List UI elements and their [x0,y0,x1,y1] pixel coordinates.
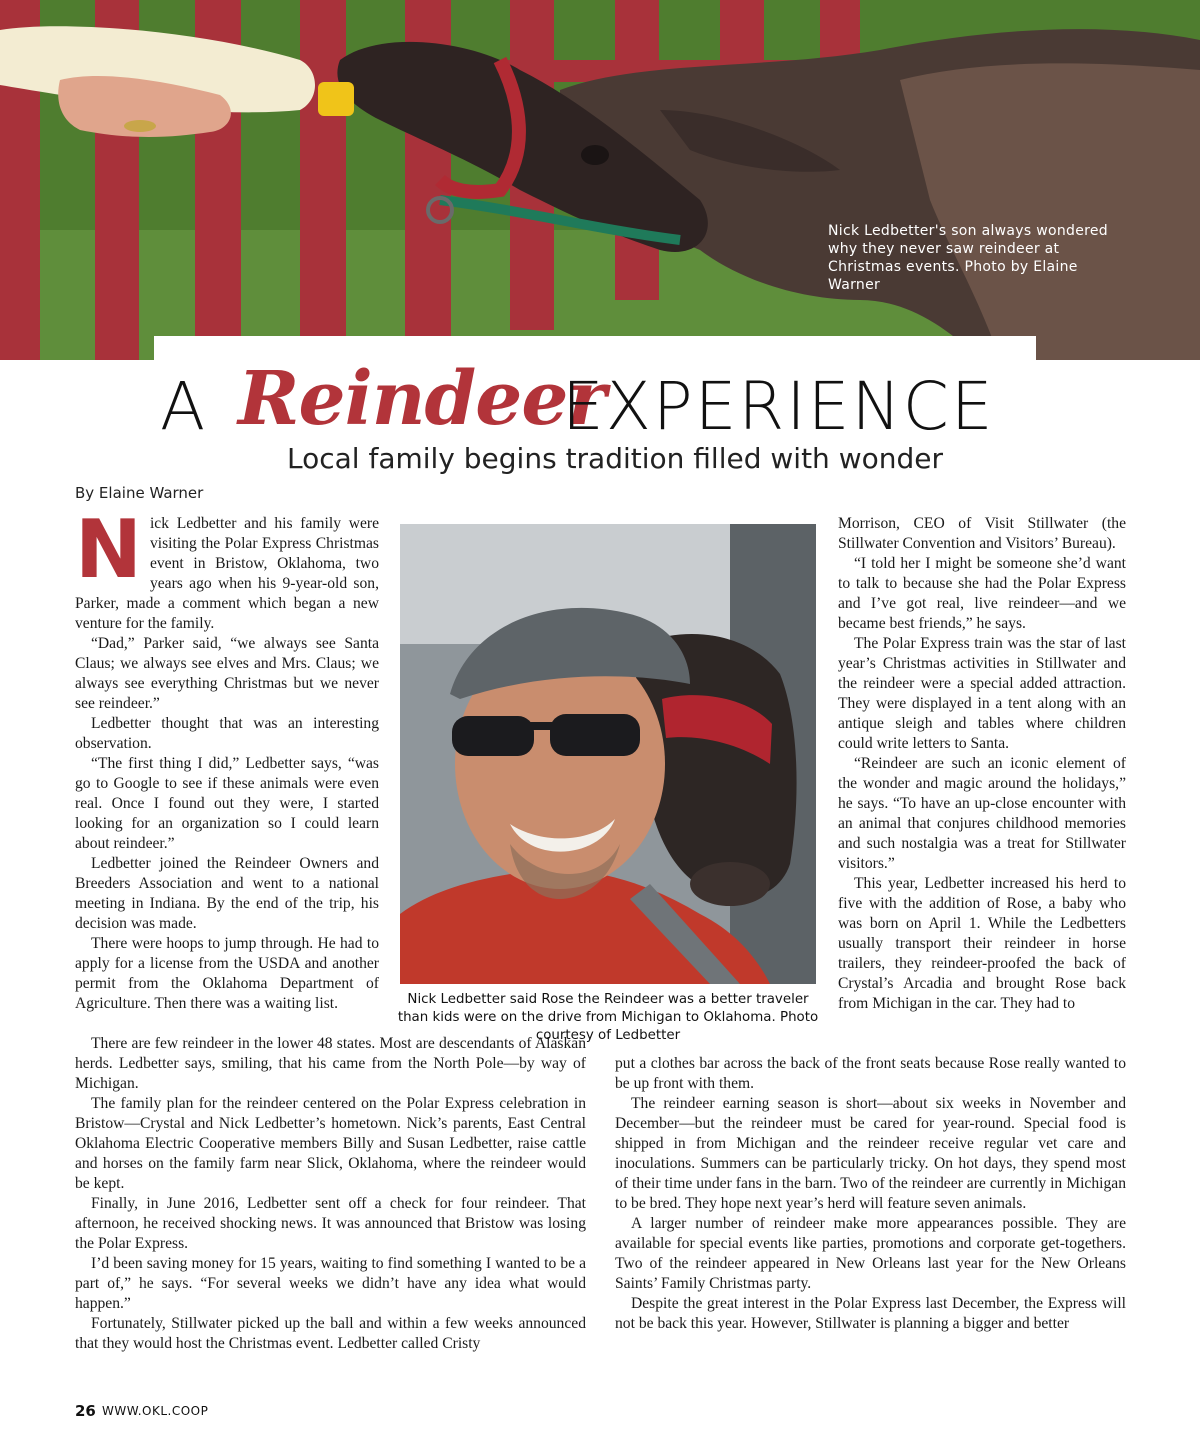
website-link[interactable]: WWW.OKL.COOP [102,1404,209,1418]
article-paragraph: Fortunately, Stillwater picked up the ball and within a few weeks announced that they would host the Christmas event. Ledbetter called Cristy [75,1315,586,1352]
headline-script-word: Reindeer [238,356,606,442]
article-paragraph: “The first thing I did,” Ledbetter says, “was go to Google to see if these animals were even real. Once I found out they were, I started looking for an organization so I could learn about reindeer.” [75,755,379,852]
ledbetter-photo [400,524,816,984]
article-paragraph: Despite the great interest in the Polar Express last December, the Express will not be back this year. However, Stillwater is planning a bigger and better [615,1295,1126,1332]
article-column-right-lower [615,1054,1126,1334]
article-paragraph: Finally, in June 2016, Ledbetter sent off a check for four reindeer. That afternoon, he received shocking news. It was announced that Bristow was losing the Polar Express. [75,1195,586,1252]
article-column-right [838,514,1126,1014]
photo-caption: Nick Ledbetter said Rose the Reindeer was a better traveler than kids were on the drive from Michigan to Oklahoma. Photo courtesy of Ledbetter [397,992,819,1043]
photo-illustration [400,524,816,984]
article-paragraph: “Reindeer are such an iconic element of the wonder and magic around the holidays,” he says. “To have an up-close encounter with an animal that conjures childhood memories and such nostalgia was a treat for Stillwater visitors.” [838,755,1126,872]
headline-suffix: EXPERIENCE [562,368,995,445]
article-column-left [75,503,379,1014]
article-paragraph: This year, Ledbetter increased his herd to five with the addition of Rose, a baby who was born on April 1. While the Ledbetters usually transport their reindeer in horse trailers, they reindeer-proofed the back of Crystal’s Arcadia and brought Rose back from Michigan in the car. They had to [838,875,1126,1012]
article-paragraph: The reindeer earning season is short—about six weeks in November and December—but the reindeer must be cared for year-round. Special food is shipped in from Michigan and the reindeer receive regular vet care and inoculations. Summers can be particularly tricky. On hot days, they spend most of their time under fans in the barn. Two of the reindeer are currently in Michigan to be bred. They hope next year’s herd will feature seven animals. [615,1095,1126,1212]
article-paragraph: put a clothes bar across the back of the front seats because Rose really wanted to be up front with them. [615,1055,1126,1092]
article-paragraph: “I told her I might be someone she’d want to talk to because she had the Polar Express and I’ve got real, live reindeer—and we became best friends,” he says. [838,555,1126,632]
article-paragraph: “Dad,” Parker said, “we always see Santa Claus; we always see elves and Mrs. Claus; we always see everything Christmas but we never see reindeer.” [75,635,379,712]
article-column-left-lower [75,1034,586,1354]
headline [0,356,1200,456]
hero-caption: Nick Ledbetter's son always wondered why they never saw reindeer at Christmas events. Photo by Elaine Warner [828,223,1108,293]
article-paragraph: There are few reindeer in the lower 48 states. Most are descendants of Alaskan herds. Ledbetter says, smiling, that his came from the North Pole—by way of Michigan. [75,1035,586,1092]
drop-cap: N [75,503,142,596]
article-paragraph: Morrison, CEO of Visit Stillwater (the Stillwater Convention and Visitors’ Bureau). [838,515,1126,552]
page-number: 26 [75,1402,96,1420]
hero-illustration [0,0,1200,360]
byline: By Elaine Warner [75,484,204,502]
subtitle: Local family begins tradition filled with wonder [286,442,943,475]
article-paragraph: Ledbetter joined the Reindeer Owners and Breeders Association and went to a national meeting in Indiana. By the end of the trip, his decision was made. [75,855,379,932]
headline-prefix: A [160,368,206,445]
article-paragraph: The Polar Express train was the star of last year’s Christmas activities in Stillwater and the reindeer were a special added attraction. They were displayed in a tent along with an antique sleigh and tables where children could write letters to Santa. [838,635,1126,752]
hero-photo [0,0,1200,360]
article-paragraph: Ledbetter thought that was an interesting observation. [75,715,379,752]
article-paragraph: The family plan for the reindeer centered on the Polar Express celebration in Bristow—Crystal and Nick Ledbetter’s hometown. Nick’s parents, East Central Oklahoma Electric Cooperative members Billy and Susan Ledbetter, raise cattle and horses on the family farm near Slick, Oklahoma, where the reindeer would be kept. [75,1095,586,1192]
article-paragraph: A larger number of reindeer make more appearances possible. They are available for special events like parties, promotions and corporate get-togethers. Two of the reindeer appeared in New Orleans last year for the New Orleans Saints’ Family Christmas party. [615,1215,1126,1292]
article-paragraph: There were hoops to jump through. He had to apply for a license from the USDA and another permit from the Oklahoma Department of Agriculture. Then there was a waiting list. [75,935,379,1012]
paragraph-text: ick Ledbetter and his family were visiting the Polar Express Christmas event in Bristow, Oklahoma, two years ago when his 9-year-old son, Parker, made a comment which began a new venture for the family. [75,515,379,632]
article-paragraph [75,503,379,634]
article-paragraph: I’d been saving money for 15 years, waiting to find something I wanted to be a part of,” he says. “For several weeks we didn’t have any idea what would happen.” [75,1255,586,1312]
